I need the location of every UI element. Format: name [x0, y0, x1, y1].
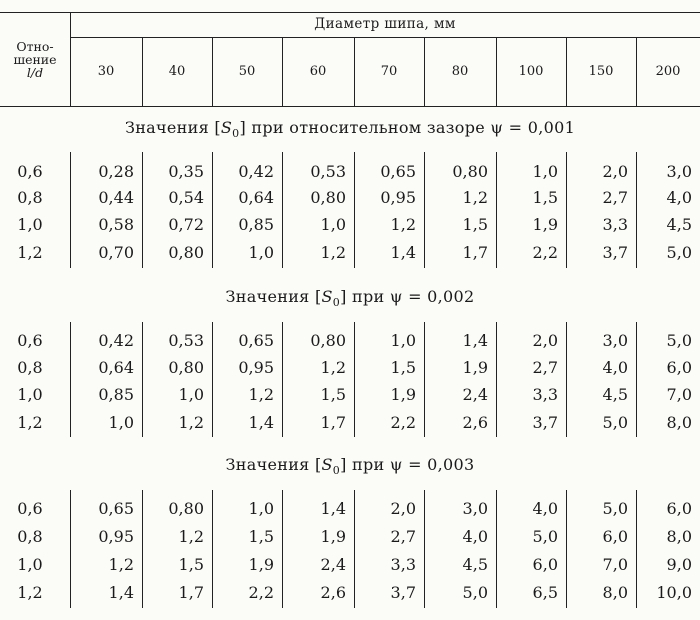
row-ratio-label: 0,6	[17, 499, 43, 518]
table-cell: 2,0	[390, 499, 416, 518]
row-ratio-label: 1,2	[17, 243, 43, 262]
table-cell: 1,4	[390, 243, 416, 262]
ratio-header-line3: l/d	[26, 65, 44, 80]
table-cell: 2,7	[602, 188, 628, 207]
row-ratio-label: 0,6	[17, 331, 43, 350]
table-cell: 5,0	[532, 527, 558, 546]
diameter-header-cell: 80	[451, 64, 469, 79]
table-cell: 1,4	[248, 413, 274, 432]
table-cell: 0,85	[98, 385, 134, 404]
table-cell: 1,9	[320, 527, 346, 546]
table-cell: 1,0	[248, 499, 274, 518]
table-cell: 2,7	[390, 527, 416, 546]
table-cell: 4,5	[602, 385, 628, 404]
table-cell: 6,0	[602, 527, 628, 546]
diameter-header-cell: 150	[588, 64, 614, 79]
row-ratio-label: 0,8	[17, 527, 43, 546]
row-ratio-label: 1,2	[17, 413, 43, 432]
table-cell: 0,80	[310, 188, 346, 207]
table-cell: 0,53	[168, 331, 204, 350]
section-title	[0, 287, 700, 309]
section-title-prefix: Значения [	[225, 455, 322, 474]
ratio-header-line2: шение	[13, 52, 57, 67]
table-cell: 5,0	[462, 583, 488, 602]
row-ratio-label: 0,8	[17, 188, 43, 207]
table-cell: 4,0	[602, 358, 628, 377]
table-cell: 1,9	[532, 215, 558, 234]
table-cell: 2,6	[462, 413, 488, 432]
table-cell: 3,3	[602, 215, 628, 234]
table-cell: 8,0	[602, 583, 628, 602]
header-column-divider	[354, 38, 355, 106]
table-cell: 1,4	[108, 583, 134, 602]
table-cell: 6,5	[532, 583, 558, 602]
table-cell: 1,7	[320, 413, 346, 432]
table-cell: 0,80	[168, 499, 204, 518]
table-cell: 1,0	[248, 243, 274, 262]
diameter-header-cell: 60	[309, 64, 327, 79]
section-title	[0, 118, 700, 140]
table-cell: 5,0	[602, 413, 628, 432]
table-cell: 1,2	[320, 243, 346, 262]
table-cell: 0,72	[168, 215, 204, 234]
table-cell: 1,5	[390, 358, 416, 377]
table-cell: 1,2	[390, 215, 416, 234]
table-cell: 1,4	[462, 331, 488, 350]
table-cell: 6,0	[666, 358, 692, 377]
table-cell: 1,2	[462, 188, 488, 207]
diameter-title: Диаметр шипа, мм	[314, 16, 456, 32]
table-cell: 4,0	[666, 188, 692, 207]
table-cell: 5,0	[666, 243, 692, 262]
table-cell: 1,5	[532, 188, 558, 207]
header-column-divider	[566, 38, 567, 106]
table-cell: 0,58	[98, 215, 134, 234]
row-ratio-label: 1,2	[17, 583, 43, 602]
table-cell: 8,0	[666, 413, 692, 432]
table-cell: 3,7	[390, 583, 416, 602]
table-cell: 7,0	[602, 555, 628, 574]
table-cell: 3,0	[602, 331, 628, 350]
section-title-suffix: ] при относительном зазоре ψ = 0,001	[239, 118, 576, 137]
table-cell: 0,80	[168, 243, 204, 262]
table-cell: 5,0	[666, 331, 692, 350]
ratio-header-line1: Отно-	[16, 39, 54, 54]
table-cell: 0,28	[98, 162, 134, 181]
table-cell: 8,0	[666, 527, 692, 546]
table-cell: 1,9	[462, 358, 488, 377]
table-cell: 0,35	[168, 162, 204, 181]
table-cell: 0,42	[98, 331, 134, 350]
table-cell: 0,64	[98, 358, 134, 377]
row-ratio-label: 0,6	[17, 162, 43, 181]
diameter-header-cell: 40	[168, 64, 186, 79]
table-cell: 7,0	[666, 385, 692, 404]
table-cell: 9,0	[666, 555, 692, 574]
table-cell: 1,5	[462, 215, 488, 234]
header-column-divider	[282, 38, 283, 106]
section-title-symbol: S	[321, 287, 333, 306]
section-title-symbol: S	[321, 455, 333, 474]
table-cell: 6,0	[532, 555, 558, 574]
table-cell: 0,95	[98, 527, 134, 546]
table-cell: 3,3	[532, 385, 558, 404]
table-cell: 10,0	[656, 583, 692, 602]
table-cell: 3,7	[602, 243, 628, 262]
section-title-symbol: S	[220, 118, 233, 137]
section-title-suffix: ] при ψ = 0,002	[340, 287, 475, 306]
header-column-divider	[212, 38, 213, 106]
table-cell: 1,2	[320, 358, 346, 377]
table-cell: 0,53	[310, 162, 346, 181]
table-cell: 2,7	[532, 358, 558, 377]
diameter-header-cell: 200	[655, 64, 681, 79]
table-cell: 1,2	[248, 385, 274, 404]
table-cell: 0,42	[238, 162, 274, 181]
table-cell: 4,5	[462, 555, 488, 574]
table-cell: 2,6	[320, 583, 346, 602]
table-cell: 6,0	[666, 499, 692, 518]
table-cell: 1,9	[390, 385, 416, 404]
table-cell: 0,80	[310, 331, 346, 350]
section-title-prefix: Значения [	[124, 118, 221, 137]
ratio-column-header	[0, 40, 70, 79]
section-title-suffix: ] при ψ = 0,003	[340, 455, 475, 474]
table-cell: 1,2	[108, 555, 134, 574]
table-cell: 4,5	[666, 215, 692, 234]
table-cell: 0,54	[168, 188, 204, 207]
section-title-prefix: Значения [	[225, 287, 322, 306]
table-cell: 0,65	[380, 162, 416, 181]
diameter-header-cell: 70	[380, 64, 398, 79]
table-cell: 0,44	[98, 188, 134, 207]
header-top-rule	[0, 12, 700, 13]
header-column-divider	[424, 38, 425, 106]
table-cell: 2,4	[320, 555, 346, 574]
table-cell: 1,7	[178, 583, 204, 602]
table-cell: 1,5	[248, 527, 274, 546]
table-cell: 4,0	[532, 499, 558, 518]
table-cell: 1,9	[248, 555, 274, 574]
table-cell: 1,0	[108, 413, 134, 432]
table-cell: 3,3	[390, 555, 416, 574]
row-ratio-label: 0,8	[17, 358, 43, 377]
table-cell: 1,7	[462, 243, 488, 262]
diameter-header-cell: 50	[238, 64, 256, 79]
row-ratio-label: 1,0	[17, 385, 43, 404]
header-column-divider	[636, 38, 637, 106]
table-cell: 0,64	[238, 188, 274, 207]
table-cell: 0,70	[98, 243, 134, 262]
row-ratio-label: 1,0	[17, 555, 43, 574]
header-column-divider	[142, 38, 143, 106]
diameter-title-rule	[70, 37, 700, 38]
table-cell: 0,80	[452, 162, 488, 181]
section-title-subscript: 0	[332, 296, 341, 310]
table-cell: 0,65	[98, 499, 134, 518]
table-cell: 0,85	[238, 215, 274, 234]
section-title-subscript: 0	[232, 127, 240, 141]
table-cell: 3,0	[462, 499, 488, 518]
section-title	[0, 455, 700, 477]
table-cell: 1,2	[178, 527, 204, 546]
table-cell: 2,2	[390, 413, 416, 432]
table-cell: 1,4	[320, 499, 346, 518]
table-cell: 2,0	[602, 162, 628, 181]
table-cell: 1,5	[178, 555, 204, 574]
table-cell: 1,0	[320, 215, 346, 234]
table-cell: 5,0	[602, 499, 628, 518]
header-column-divider	[496, 38, 497, 106]
table-cell: 0,80	[168, 358, 204, 377]
table-cell: 2,2	[248, 583, 274, 602]
table-cell: 3,7	[532, 413, 558, 432]
table-cell: 1,2	[178, 413, 204, 432]
table-cell: 1,0	[532, 162, 558, 181]
row-ratio-label: 1,0	[17, 215, 43, 234]
table-cell: 4,0	[462, 527, 488, 546]
table-cell: 0,65	[238, 331, 274, 350]
table-cell: 2,0	[532, 331, 558, 350]
table-cell: 1,5	[320, 385, 346, 404]
section-title-subscript: 0	[332, 464, 341, 478]
table-cell: 0,95	[238, 358, 274, 377]
table-cell: 0,95	[380, 188, 416, 207]
header-bottom-rule	[0, 106, 700, 107]
diameter-header-cell: 30	[97, 64, 115, 79]
table-cell: 2,4	[462, 385, 488, 404]
diameter-header-cell: 100	[518, 64, 544, 79]
table-cell: 3,0	[666, 162, 692, 181]
table-cell: 1,0	[390, 331, 416, 350]
table-cell: 1,0	[178, 385, 204, 404]
table-cell: 2,2	[532, 243, 558, 262]
